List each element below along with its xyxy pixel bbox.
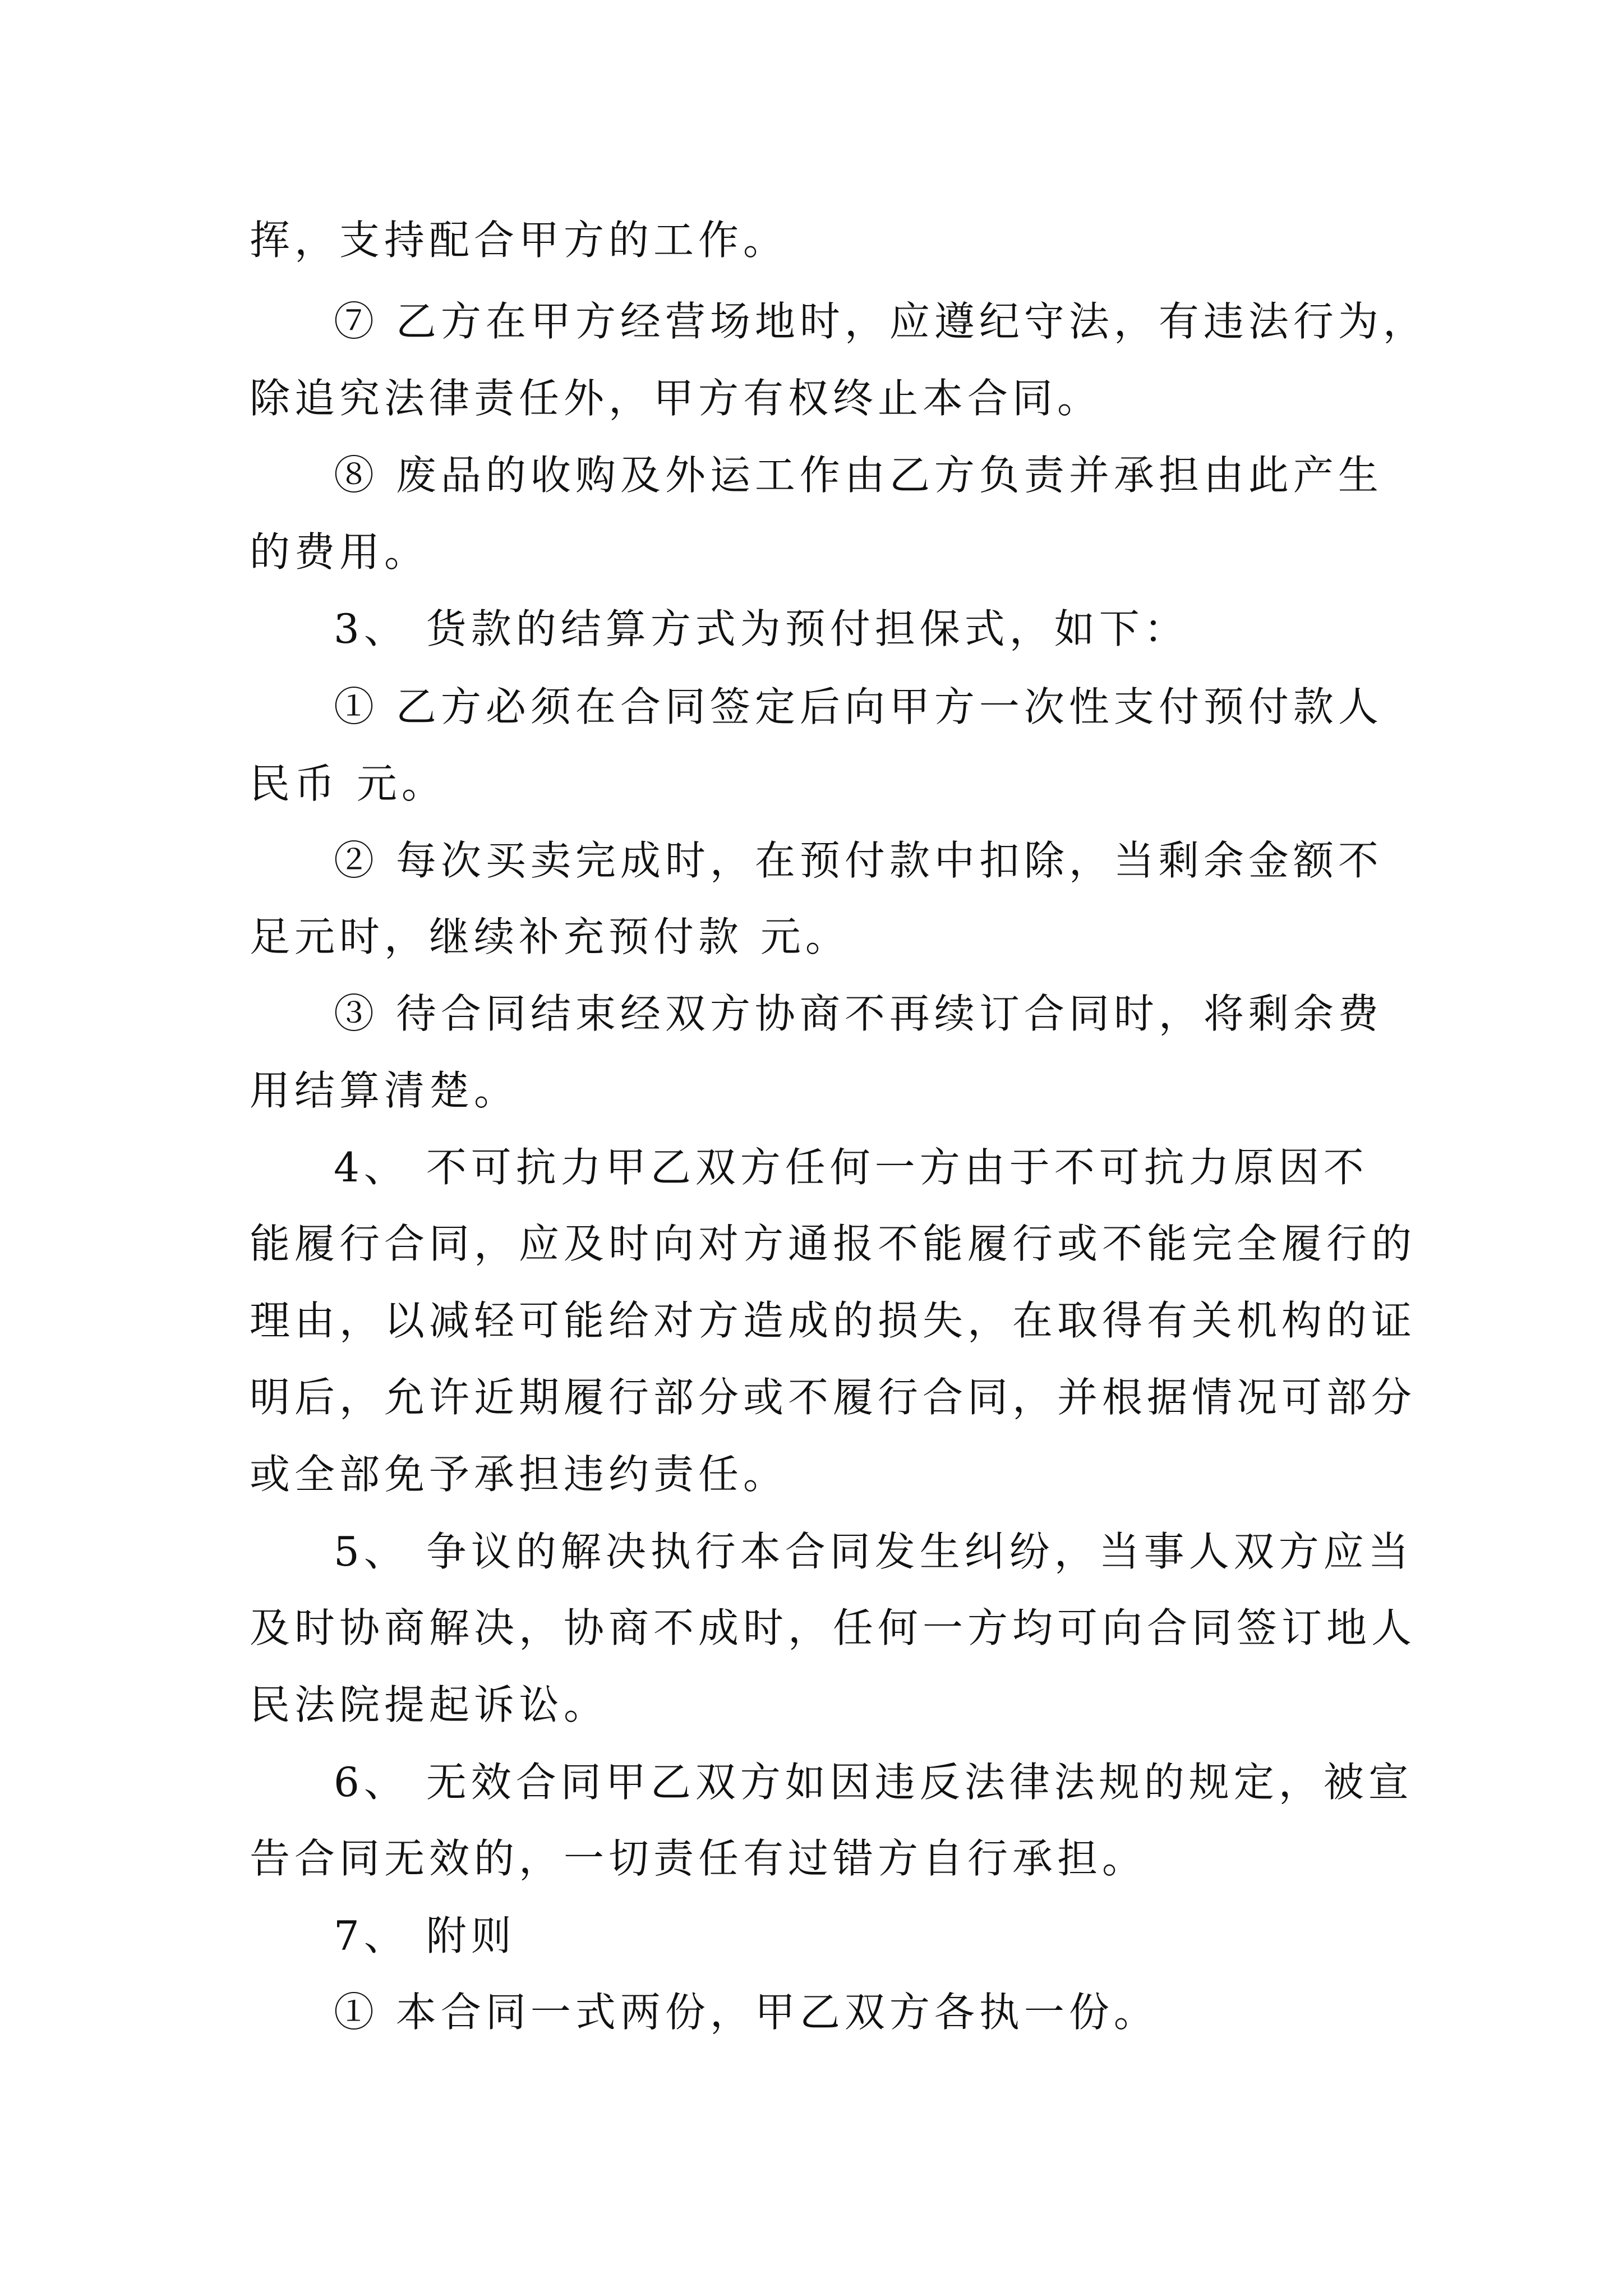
text-line: 4、 不可抗力甲乙双方任何一方由于不可抗力原因不 bbox=[334, 1144, 1368, 1191]
text-line: ① 本合同一式两份，甲乙双方各执一份。 bbox=[334, 1989, 1159, 2036]
text-line: 5、 争议的解决执行本合同发生纠纷，当事人双方应当 bbox=[334, 1528, 1413, 1575]
text-line: ③ 待合同结束经双方协商不再续订合同时，将剩余费 bbox=[334, 990, 1383, 1037]
text-line: 足元时，继续补充预付款 元。 bbox=[250, 913, 850, 960]
text-line: 理由，以减轻可能给对方造成的损失，在取得有关机构的证 bbox=[250, 1297, 1417, 1344]
text-line: 能履行合同，应及时向对方通报不能履行或不能完全履行的 bbox=[250, 1220, 1417, 1267]
text-line: 6、 无效合同甲乙双方如因违反法律法规的规定，被宣 bbox=[334, 1759, 1413, 1806]
text-line: 挥，支持配合甲方的工作。 bbox=[250, 217, 789, 264]
text-line: 告合同无效的，一切责任有过错方自行承担。 bbox=[250, 1835, 1147, 1882]
text-line: 民币 元。 bbox=[250, 760, 446, 807]
text-line: 或全部免予承担违约责任。 bbox=[250, 1451, 789, 1498]
text-line: ② 每次买卖完成时，在预付款中扣除，当剩余金额不 bbox=[334, 837, 1383, 884]
text-line: ⑦ 乙方在甲方经营场地时，应遵纪守法，有违法行为， bbox=[334, 298, 1428, 345]
text-line: 及时协商解决，协商不成时，任何一方均可向合同签订地人 bbox=[250, 1604, 1417, 1651]
text-line: 用结算清楚。 bbox=[250, 1067, 519, 1114]
text-line: 7、 附则 bbox=[334, 1912, 516, 1959]
text-line: ① 乙方必须在合同签定后向甲方一次性支付预付款人 bbox=[334, 683, 1383, 730]
text-line: ⑧ 废品的收购及外运工作由乙方负责并承担由此产生 bbox=[334, 452, 1383, 499]
text-line: 除追究法律责任外，甲方有权终止本合同。 bbox=[250, 375, 1103, 422]
text-line: 3、 货款的结算方式为预付担保式，如下： bbox=[334, 605, 1189, 652]
text-line: 的费用。 bbox=[250, 528, 430, 576]
text-line: 民法院提起诉讼。 bbox=[250, 1681, 609, 1728]
text-line: 明后，允许近期履行部分或不履行合同，并根据情况可部分 bbox=[250, 1374, 1417, 1421]
